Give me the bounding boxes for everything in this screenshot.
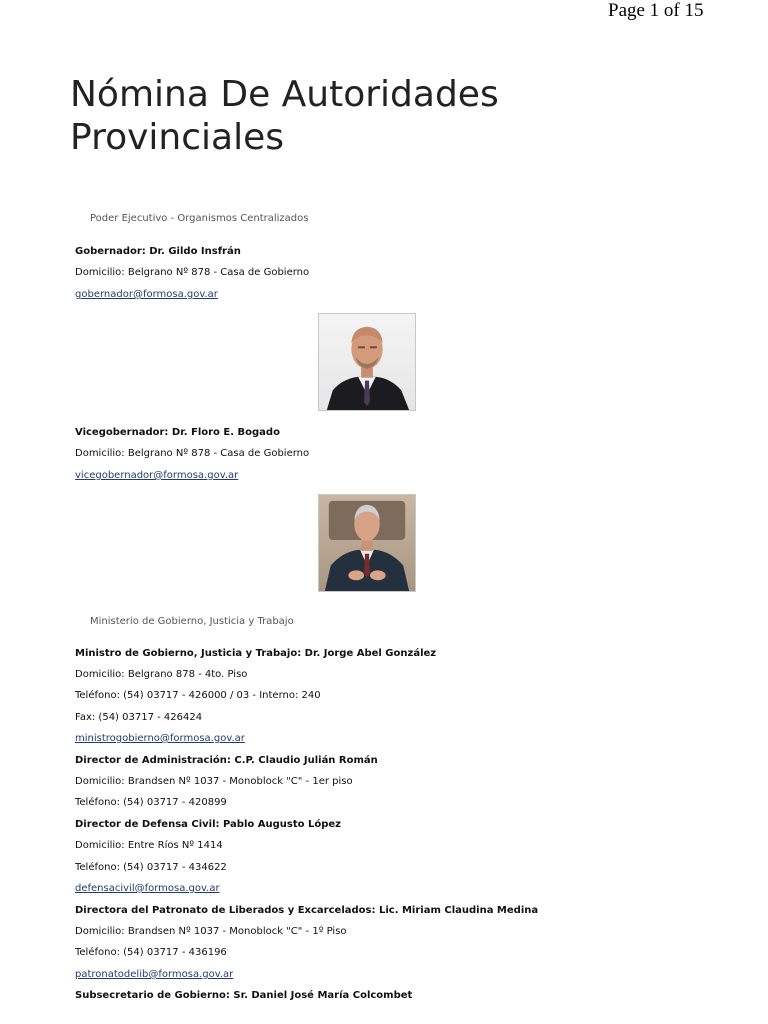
directora-patronato-telefono: Teléfono: (54) 03717 - 436196 [75, 947, 227, 958]
gobernador-title: Gobernador: Dr. Gildo Insfrán [75, 246, 241, 257]
directora-patronato-domicilio: Domicilio: Brandsen Nº 1037 - Monoblock "C" - 1º Piso [75, 926, 347, 937]
gobernador-photo [318, 313, 416, 411]
vicegobernador-email-link[interactable]: vicegobernador@formosa.gov.ar [75, 470, 239, 481]
page-title-line-2: Provinciales [70, 117, 284, 158]
gobernador-domicilio: Domicilio: Belgrano Nº 878 - Casa de Gobierno [75, 267, 310, 278]
director-administracion-domicilio: Domicilio: Brandsen Nº 1037 - Monoblock "C" - 1er piso [75, 776, 353, 787]
director-defensa-civil-title: Director de Defensa Civil: Pablo Augusto López [75, 819, 341, 830]
vicegobernador-title: Vicegobernador: Dr. Floro E. Bogado [75, 427, 280, 438]
ministro-fax: Fax: (54) 03717 - 426424 [75, 712, 203, 723]
director-administracion-telefono: Teléfono: (54) 03717 - 420899 [75, 797, 227, 808]
patronato-email-link[interactable]: patronatodelib@formosa.gov.ar [75, 969, 234, 980]
defensa-civil-email-link[interactable]: defensacivil@formosa.gov.ar [75, 883, 220, 894]
director-defensa-civil-telefono: Teléfono: (54) 03717 - 434622 [75, 862, 227, 873]
vicegobernador-portrait-image [319, 495, 415, 591]
page-number: Page 1 of 15 [608, 0, 704, 21]
gobernador-email-link[interactable]: gobernador@formosa.gov.ar [75, 289, 218, 300]
ministro-telefono: Teléfono: (54) 03717 - 426000 / 03 - Interno: 240 [75, 690, 321, 701]
directora-patronato-title: Directora del Patronato de Liberados y Excarcelados: Lic. Miriam Claudina Medina [75, 905, 539, 916]
gobernador-portrait-image [319, 314, 415, 410]
ministro-domicilio: Domicilio: Belgrano 878 - 4to. Piso [75, 669, 248, 680]
page-title [70, 73, 499, 159]
director-defensa-civil-domicilio: Domicilio: Entre Ríos Nº 1414 [75, 840, 223, 851]
ministro-title: Ministro de Gobierno, Justicia y Trabajo: Dr. Jorge Abel González [75, 648, 437, 659]
ministro-email-link[interactable]: ministrogobierno@formosa.gov.ar [75, 733, 245, 744]
vicegobernador-photo [318, 494, 416, 592]
subsecretario-gobierno-title: Subsecretario de Gobierno: Sr. Daniel José María Colcombet [75, 990, 413, 1001]
page-title-line-1: Nómina De Autoridades [70, 74, 499, 115]
director-administracion-title: Director de Administración: C.P. Claudio Julián Román [75, 755, 378, 766]
section-heading-poder-ejecutivo: Poder Ejecutivo - Organismos Centralizados [90, 213, 309, 224]
section-heading-ministerio-gobierno: Ministerio de Gobierno, Justicia y Trabajo [90, 616, 294, 627]
vicegobernador-domicilio: Domicilio: Belgrano Nº 878 - Casa de Gobierno [75, 448, 310, 459]
